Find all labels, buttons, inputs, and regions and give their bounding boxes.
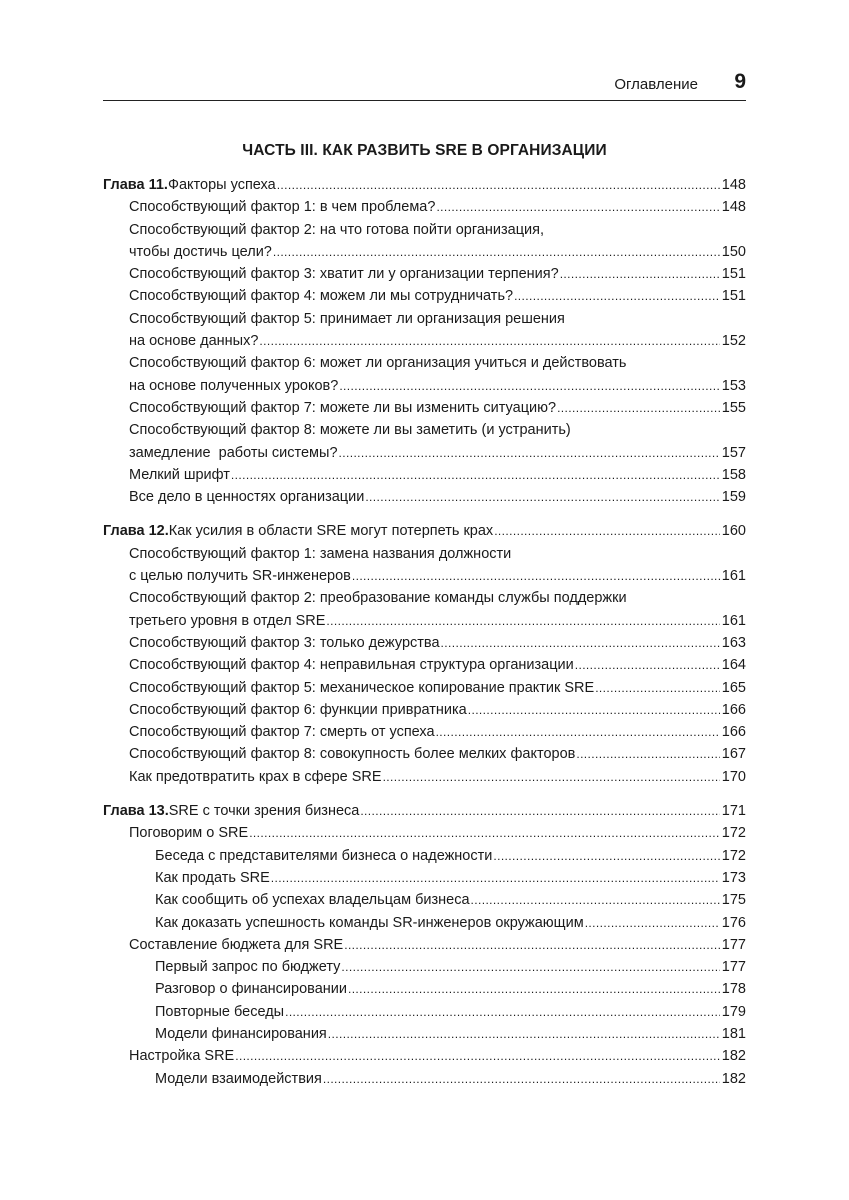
- leader-dots: [468, 699, 720, 721]
- page-ref: 157: [721, 444, 746, 461]
- page-ref: 177: [721, 959, 746, 976]
- leader-dots: [249, 822, 720, 844]
- toc-entry[interactable]: [103, 285, 746, 307]
- entry-title: Способствующий фактор 6: функции привратника: [129, 701, 467, 718]
- table-of-contents: [103, 174, 746, 1090]
- page-ref: 173: [721, 869, 746, 886]
- entry-title: на основе полученных уроков?: [129, 377, 339, 394]
- page-ref: 150: [721, 243, 746, 260]
- entry-title: на основе данных?: [129, 333, 259, 350]
- page-ref: 152: [721, 333, 746, 350]
- entry-title: Настройка SRE: [129, 1048, 235, 1065]
- toc-entry[interactable]: [103, 889, 746, 911]
- page-ref: 177: [721, 936, 746, 953]
- entry-title: Способствующий фактор 3: только дежурства: [129, 634, 440, 651]
- page-ref: 161: [721, 568, 746, 585]
- leader-dots: [348, 978, 720, 1000]
- leader-dots: [277, 174, 720, 196]
- page-number: 9: [734, 70, 746, 93]
- leader-dots: [328, 1023, 720, 1045]
- page-ref: 172: [721, 825, 746, 842]
- entry-title: Способствующий фактор 1: в чем проблема?: [129, 199, 436, 216]
- page-ref: 151: [721, 266, 746, 283]
- leader-dots: [285, 1001, 720, 1023]
- page-ref: 155: [721, 399, 746, 416]
- leader-dots: [259, 330, 719, 352]
- page-ref: 151: [721, 288, 746, 305]
- page-ref: 182: [721, 1048, 746, 1065]
- leader-dots: [339, 375, 719, 397]
- page-ref: 172: [721, 847, 746, 864]
- toc-chapter: [103, 174, 746, 508]
- leader-dots: [576, 743, 719, 765]
- leader-dots: [441, 632, 720, 654]
- toc-entry[interactable]: [103, 766, 746, 788]
- leader-dots: [360, 800, 719, 822]
- entry-title: Как доказать успешность команды SR-инженеров окружающим: [155, 914, 584, 931]
- toc-entry[interactable]: [103, 699, 746, 721]
- toc-entry[interactable]: [103, 1068, 746, 1090]
- toc-entry[interactable]: [103, 196, 746, 218]
- page-ref: 163: [721, 634, 746, 651]
- entry-title: Повторные беседы: [155, 1003, 285, 1020]
- page-ref: 176: [721, 914, 746, 931]
- toc-entry[interactable]: [103, 978, 746, 1000]
- chapter-title: Как усилия в области SRE могут потерпеть крах: [168, 523, 494, 540]
- toc-entry[interactable]: [103, 308, 746, 353]
- page-ref: 164: [721, 657, 746, 674]
- toc-entry[interactable]: [103, 934, 746, 956]
- page-ref: 159: [721, 489, 746, 506]
- entry-title: Способствующий фактор 5: механическое копирование практик SRE: [129, 679, 595, 696]
- leader-dots: [271, 867, 720, 889]
- page-ref: 153: [721, 377, 746, 394]
- page-ref: 161: [721, 612, 746, 629]
- entry-title: Способствующий фактор 5: принимает ли организация решения: [129, 310, 565, 327]
- leader-dots: [326, 610, 719, 632]
- entry-title: Все дело в ценностях организации: [129, 489, 365, 506]
- leader-dots: [344, 934, 720, 956]
- entry-title: Способствующий фактор 6: может ли организация учиться и действовать: [129, 355, 627, 372]
- toc-entry[interactable]: [103, 912, 746, 934]
- toc-entry[interactable]: [103, 743, 746, 765]
- leader-dots: [471, 889, 720, 911]
- page-ref: 171: [721, 803, 746, 820]
- chapter-label: Глава 12.: [103, 523, 169, 540]
- page-ref: 175: [721, 892, 746, 909]
- section-title: Оглавление: [614, 76, 698, 93]
- leader-dots: [365, 486, 719, 508]
- toc-entry[interactable]: [103, 1045, 746, 1067]
- entry-title: Беседа с представителями бизнеса о надежности: [155, 847, 493, 864]
- toc-entry[interactable]: [103, 419, 746, 464]
- page-ref: 166: [721, 724, 746, 741]
- toc-entry[interactable]: [103, 1023, 746, 1045]
- entry-title: Способствующий фактор 4: можем ли мы сотрудничать?: [129, 288, 514, 305]
- page-ref: 179: [721, 1003, 746, 1020]
- toc-entry[interactable]: [103, 543, 746, 588]
- chapter-label: Глава 13.: [103, 803, 169, 820]
- toc-entry[interactable]: [103, 352, 746, 397]
- leader-dots: [436, 196, 719, 218]
- page-ref: 181: [721, 1025, 746, 1042]
- toc-entry[interactable]: [103, 1001, 746, 1023]
- toc-entry[interactable]: [103, 587, 746, 632]
- leader-dots: [235, 1045, 720, 1067]
- entry-title: Способствующий фактор 2: преобразование команды службы поддержки: [129, 590, 627, 607]
- page-ref: 148: [721, 199, 746, 216]
- toc-entry[interactable]: [103, 867, 746, 889]
- entry-title: Составление бюджета для SRE: [129, 936, 344, 953]
- leader-dots: [352, 565, 720, 587]
- entry-title: Способствующий фактор 8: совокупность более мелких факторов: [129, 746, 576, 763]
- entry-title: Разговор о финансировании: [155, 981, 347, 998]
- toc-chapter-heading[interactable]: [103, 800, 746, 822]
- entry-title: Способствующий фактор 8: можете ли вы заметить (и устранить): [129, 422, 571, 439]
- toc-entry[interactable]: [103, 219, 746, 264]
- leader-dots: [560, 263, 720, 285]
- leader-dots: [557, 397, 720, 419]
- leader-dots: [339, 442, 720, 464]
- entry-title: Способствующий фактор 7: можете ли вы изменить ситуацию?: [129, 399, 557, 416]
- toc-chapter: [103, 800, 746, 1090]
- entry-title: с целью получить SR-инженеров: [129, 568, 351, 585]
- entry-title: Мелкий шрифт: [129, 466, 230, 483]
- toc-chapter: [103, 520, 746, 788]
- entry-title: Как сообщить об успехах владельцам бизнеса: [155, 892, 470, 909]
- toc-chapter-heading[interactable]: [103, 174, 746, 196]
- entry-title: Первый запрос по бюджету: [155, 959, 341, 976]
- toc-entry[interactable]: [103, 845, 746, 867]
- leader-dots: [231, 464, 720, 486]
- toc-entry[interactable]: [103, 263, 746, 285]
- toc-entry[interactable]: [103, 632, 746, 654]
- toc-entry[interactable]: [103, 677, 746, 699]
- page-ref: 182: [721, 1070, 746, 1087]
- toc-entry[interactable]: [103, 822, 746, 844]
- leader-dots: [273, 241, 720, 263]
- leader-dots: [341, 956, 719, 978]
- entry-title: Способствующий фактор 1: замена названия должности: [129, 545, 512, 562]
- leader-dots: [436, 721, 720, 743]
- entry-title: чтобы достичь цели?: [129, 243, 272, 260]
- leader-dots: [595, 677, 720, 699]
- page-ref: 165: [721, 679, 746, 696]
- entry-title: Способствующий фактор 3: хватит ли у организации терпения?: [129, 266, 559, 283]
- toc-entry[interactable]: [103, 486, 746, 508]
- part-title: ЧАСТЬ III. КАК РАЗВИТЬ SRE В ОРГАНИЗАЦИИ: [242, 142, 607, 159]
- toc-entry[interactable]: [103, 654, 746, 676]
- entry-title: Модели взаимодействия: [155, 1070, 322, 1087]
- leader-dots: [514, 285, 720, 307]
- page-ref: 170: [721, 768, 746, 785]
- entry-title: Модели финансирования: [155, 1025, 327, 1042]
- page-ref: 148: [721, 177, 746, 193]
- entry-title: Как продать SRE: [155, 869, 270, 886]
- toc-entry[interactable]: [103, 464, 746, 486]
- page-ref: 158: [721, 466, 746, 483]
- entry-title: замедление работы системы?: [129, 444, 338, 461]
- leader-dots: [493, 845, 719, 867]
- page-ref: 167: [721, 746, 746, 763]
- page-ref: 160: [721, 523, 746, 540]
- chapter-title: SRE с точки зрения бизнеса: [168, 803, 360, 820]
- leader-dots: [575, 654, 720, 676]
- running-header: [103, 70, 746, 101]
- leader-dots: [323, 1068, 720, 1090]
- leader-dots: [383, 766, 720, 788]
- entry-title: Поговорим о SRE: [129, 825, 249, 842]
- toc-entry[interactable]: [103, 956, 746, 978]
- toc-entry[interactable]: [103, 721, 746, 743]
- leader-dots: [585, 912, 720, 934]
- entry-title: Способствующий фактор 7: смерть от успеха: [129, 724, 435, 741]
- entry-title: третьего уровня в отдел SRE: [129, 612, 326, 629]
- chapter-title: Факторы успеха: [167, 177, 276, 193]
- entry-title: Способствующий фактор 4: неправильная структура организации: [129, 657, 574, 674]
- entry-title: Как предотвратить крах в сфере SRE: [129, 768, 382, 785]
- page-ref: 178: [721, 981, 746, 998]
- toc-entry[interactable]: [103, 397, 746, 419]
- page-ref: 166: [721, 701, 746, 718]
- entry-title: Способствующий фактор 2: на что готова пойти организация,: [129, 221, 544, 238]
- leader-dots: [494, 520, 720, 542]
- chapter-label: Глава 11.: [103, 177, 168, 193]
- toc-chapter-heading[interactable]: [103, 520, 746, 542]
